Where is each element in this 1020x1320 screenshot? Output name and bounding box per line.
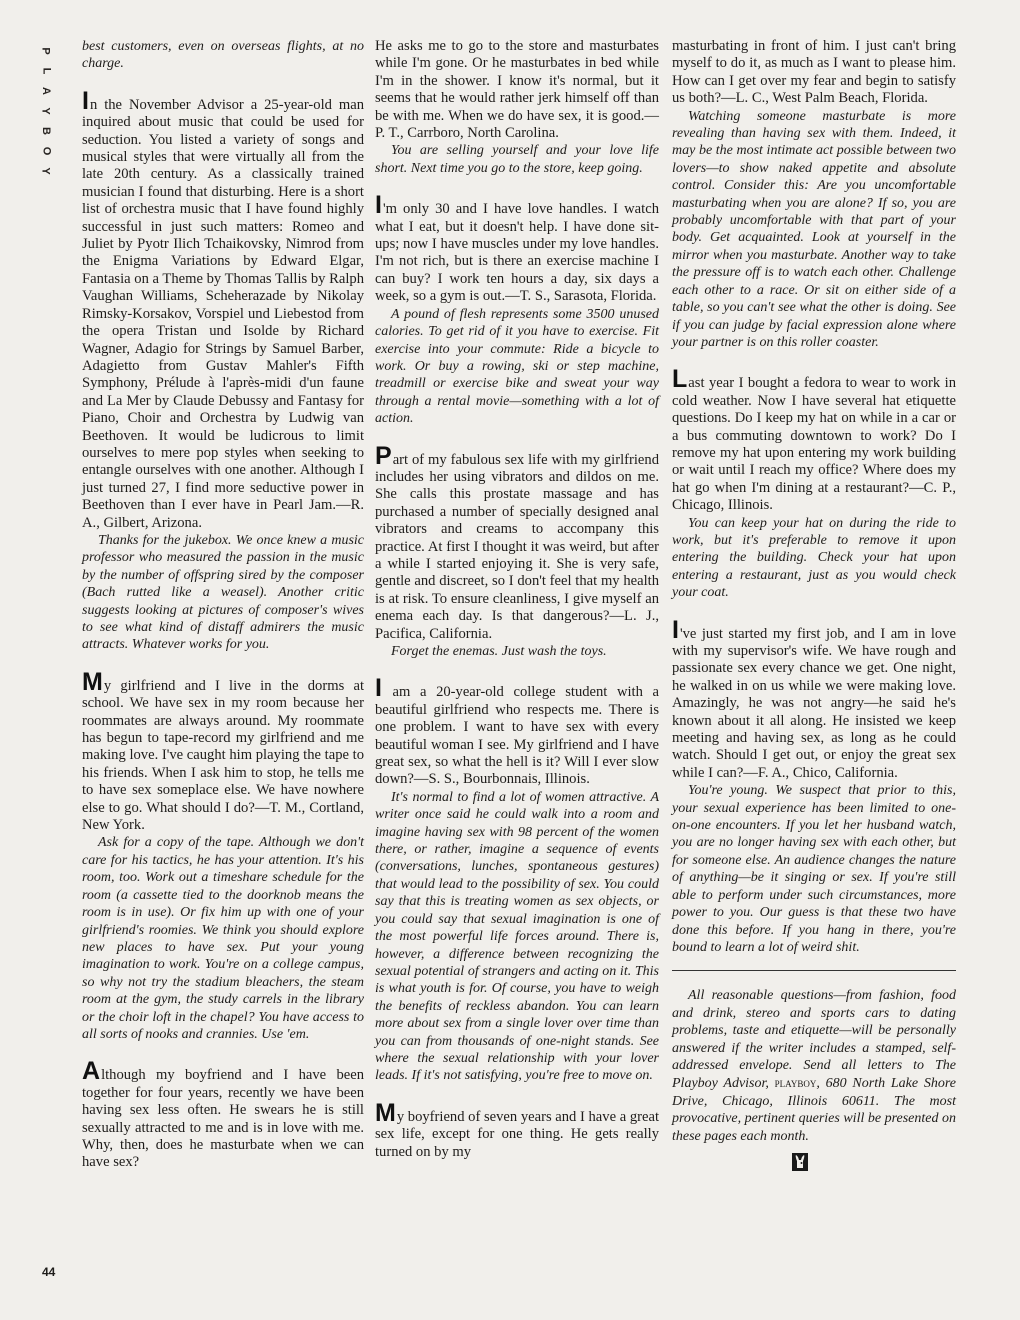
- answer-text: Watching someone masturbate is more revealing than having sex with them. Indeed, it may be the most intimate act possible between two lovers—to show naked appetite and absolute control. Consider this: Are you uncomfortable masturbating when you are alone? If so, you are probably uncomfortable with that part of your body. Get acquainted. Look at yourself in the mirror when you masturbate. Another way to take the pressure off is to watch each other. Challenge each other to a race. Or sit on either side of a table, so you can't see what the other is doing. See if you can judge by facial expression alone where your partner is on this roller coaster.: [672, 108, 956, 350]
- drop-cap: A: [82, 1057, 101, 1086]
- logo-letter: A: [39, 87, 52, 95]
- answer-text: best customers, even on overseas flights, at no charge.: [82, 39, 364, 72]
- drop-cap: I: [672, 615, 679, 644]
- question-letter: [82, 86, 364, 532]
- question-text: n the November Advisor a 25-year-old man inquired about music that could be used for seduction. You listed a variety of songs and musical styles that were virtually all from the late 20th century. As a classically trained musician I found that disturbing. Here is a short list of orchestra music that I have found highly successful in just such matters: Romeo and Juliet by Pyotr Ilich Tchaikovsky, Nimrod from the Enigma Variations by Edward Elgar, Fantasia on a Theme by Thomas Tallis by Ralph Vaughan Williams, Scheherazade by Nikolay Rimsky-Korsakov, Vorspiel und Liebestod from the opera Tristan und Isolde by Richard Wagner, Adagio for Strings by Samuel Barber, Adagietto from Gustav Mahler's Fifth Symphony, Prélude à l'après-midi d'un faune and La Mer by Claude Debussy and Fantasy for Piano, Choir and Orchestra by Ludwig van Beethoven. It would be ludicrous to limit ourselves to mere pop styles when seeking to entangle ourselves with one another. Although I just turned 27, I find more seductive power in Beethoven than I ever have in Pearl Jam.—R. A., Gilbert, Arizona.: [82, 96, 364, 531]
- submission-note: [672, 987, 956, 1145]
- question-text: am a 20-year-old college student with a beautiful girlfriend who respects me. There is one problem. I want to have sex with every beautiful woman I see. My girlfriend and I have great sex, so what the hell is it? Will I ever slow down?—S. S., Bourbonnais, Illinois.: [375, 684, 659, 788]
- answer-text: Thanks for the jukebox. We once knew a music professor who measured the passion in the music by the number of offspring sired by the composer (Bach rutted like a weasel). Another critic suggests looking at pictures of composer's wives to see what kind of distaff admirers the music attracts. Whatever works for you.: [82, 532, 364, 653]
- question-text: art of my fabulous sex life with my girlfriend includes her using vibrators and dildos on me. She calls this prostate massage and has purchased a number of specially designed anal vibrators and creams to accompany this practice. At first I thought it was weird, but after a while I started enjoying it. She is very safe, gentle and discreet, so I don't feel that my health is at risk. To ensure cleanliness, I give myself an enema each day. Is that dangerous?—L. J., Pacifica, California.: [375, 451, 659, 642]
- section-divider: [672, 970, 956, 971]
- question-text: y girlfriend and I live in the dorms at school. We have sex in my room because her roommates are always around. My roommate has begun to tape-record my girlfriend and me making love. I've caught him playing the tape to his friends. When I ask him to stop, he tells me to have sex someplace else. We have nowhere else to go. What should I do?—T. M., Cortland, New York.: [82, 677, 364, 834]
- answer-text: You can keep your hat on during the ride to work, but it's preferable to remove it upon entering the building. Check your hat upon entering a restaurant, just as you would check your coat.: [672, 515, 956, 601]
- question-letter: [375, 1098, 659, 1161]
- question-text: ast year I bought a fedora to wear to work in cold weather. Now I have several hat etiquette questions. Do I keep my hat on while in a car or a bus commuting downtown to work? Do I remove my hat upon entering my work building or wait until I reach my office? Where does my hat go when I'm dining at a restaurant?—C. P., Chicago, Illinois.: [672, 375, 956, 514]
- page-number: 44: [42, 1265, 56, 1279]
- answer-text: You are selling yourself and your love life short. Next time you go to the store, keep going.: [375, 143, 659, 176]
- question-letter: [672, 615, 956, 783]
- question-text: He asks me to go to the store and masturbates while I'm gone. Or he masturbates in bed while I'm in the shower. I know it's normal, but it seems that he would rather jerk himself off than be with me. When we do have sex, it is good.—P. T., Carrboro, North Carolina.: [375, 38, 659, 142]
- playboy-side-logo: [38, 44, 54, 178]
- question-letter: [375, 674, 659, 788]
- question-letter: [672, 365, 956, 514]
- question-letter: [82, 1057, 364, 1171]
- question-letter: [375, 191, 659, 305]
- drop-cap: I: [375, 191, 382, 220]
- rabbit-head-icon: [792, 1153, 808, 1171]
- drop-cap: I: [375, 674, 382, 703]
- question-text: lthough my boyfriend and I have been together for four years, recently we have been having sex less often. He swears he is still sexually attracted to me and is in love with me. Why, then, does he masturbate when we can have sex?: [82, 1067, 364, 1171]
- answer-text: Ask for a copy of the tape. Although we don't care for his tactics, he has your attention. It's his room, too. Work out a timeshare schedule for the room (a cassette tied to the doorknob means the room is in use). Or fix him up with one of your girlfriend's roomies. We think you should explore new places to have sex. Put your young imagination to work. You're on a college campus, so why not try the stadium bleachers, the steam room at the gym, the study carrels in the library or the choir loft in the chapel? You have access to all sorts of nooks and crannies. Use 'em.: [82, 835, 364, 1042]
- answer-text: You're young. We suspect that prior to this, your sexual experience has been limited to one-on-one encounters. If you let her husband watch, you are no longer having sex with each other, but for someone else. An audience changes the nature of anything—be it singing or sex. If you're still able to perform under such circumstances, more power to you. Our guess is that these two have done this before. If you hang in there, you're bound to learn a lot of weird shit.: [672, 783, 956, 955]
- submission-note-text: All reasonable questions—from fashion, food and drink, stereo and sports cars to dating problems, taste and etiquette—will be personally answered if the writer includes a stamped, self-addressed envelope. Send all letters to The Playboy Advisor,: [672, 988, 956, 1092]
- drop-cap: P: [375, 441, 392, 470]
- submission-note-text: , 680 North Lake Shore Drive, Chicago, Illinois 60611. The most provocative, pertinent queries will be presented on these pages each month.: [672, 1076, 956, 1144]
- logo-letter: L: [39, 67, 52, 75]
- question-letter: [375, 441, 659, 643]
- logo-letter: Y: [40, 107, 52, 115]
- answer-text: It's normal to find a lot of women attractive. A writer once said he could walk into a room and imagine having sex with 98 percent of the women there, or rather, imagine a sequence of events (conversations, lunches, spontaneous gestures) that would lead to the possibility of sex. You could say that this is treating women as sex objects, or you could say that sexual imagination is one of the most powerful life forces around. There is, however, a difference between recognizing the sexual potential of strangers and acting on it. This is what youth is for. Of course, you have to weigh the benefits of reckless abandon. You can learn more about sex from a single lover over time than you can from thousands of one-night stands. See where the sexual relationship with your lover leads. If it's not satisfying, you're free to move on.: [375, 789, 659, 1084]
- drop-cap: M: [375, 1098, 396, 1127]
- logo-letter: B: [39, 127, 52, 135]
- drop-cap: I: [82, 86, 89, 115]
- logo-letter: P: [40, 47, 52, 55]
- drop-cap: L: [672, 365, 688, 394]
- question-letter: [82, 667, 364, 835]
- logo-letter: Y: [40, 167, 52, 175]
- drop-cap: M: [82, 667, 103, 696]
- column-2: [375, 38, 659, 1161]
- answer-text: Forget the enemas. Just wash the toys.: [391, 644, 607, 659]
- question-text: masturbating in front of him. I just can't bring myself to do it, as much as I want to please him. How can I get over my fear and begin to satisfy us both?—L. C., West Palm Beach, Florida.: [672, 38, 956, 107]
- question-text: 've just started my first job, and I am in love with my supervisor's wife. We have rough and passionate sex every chance we get. One night, he walked in on us while we were making love. Amazingly, he was not angry—he said he's known about it all along. He insisted we keep meeting and having sex, as long as he could watch. Should I get out, or enjoy the great sex while I can?—F. A., Chico, California.: [672, 625, 956, 781]
- question-text: y boyfriend of seven years and I have a great sex life, except for one thing. He gets really turned on by my: [375, 1108, 659, 1160]
- column-3: [672, 38, 956, 1171]
- magazine-name: playboy: [774, 1075, 817, 1091]
- question-text: 'm only 30 and I have love handles. I watch what I eat, but it doesn't help. I have done sit-ups; now I have muscles under my love handles. I'm not rich, but is there an exercise machine I can buy? I work ten hours a day, six days a week, so a gym is out.—T. S., Sarasota, Florida.: [375, 201, 659, 305]
- logo-letter: O: [40, 146, 52, 156]
- answer-text: A pound of flesh represents some 3500 unused calories. To get rid of it you have to exercise. Fit exercise into your commute: Ride a bicycle to work. Or buy a rowing, ski or step machine, treadmill or exercise bike and sweat your way through a rental movie—something with a lot of action.: [375, 306, 659, 427]
- column-1: [82, 38, 364, 1172]
